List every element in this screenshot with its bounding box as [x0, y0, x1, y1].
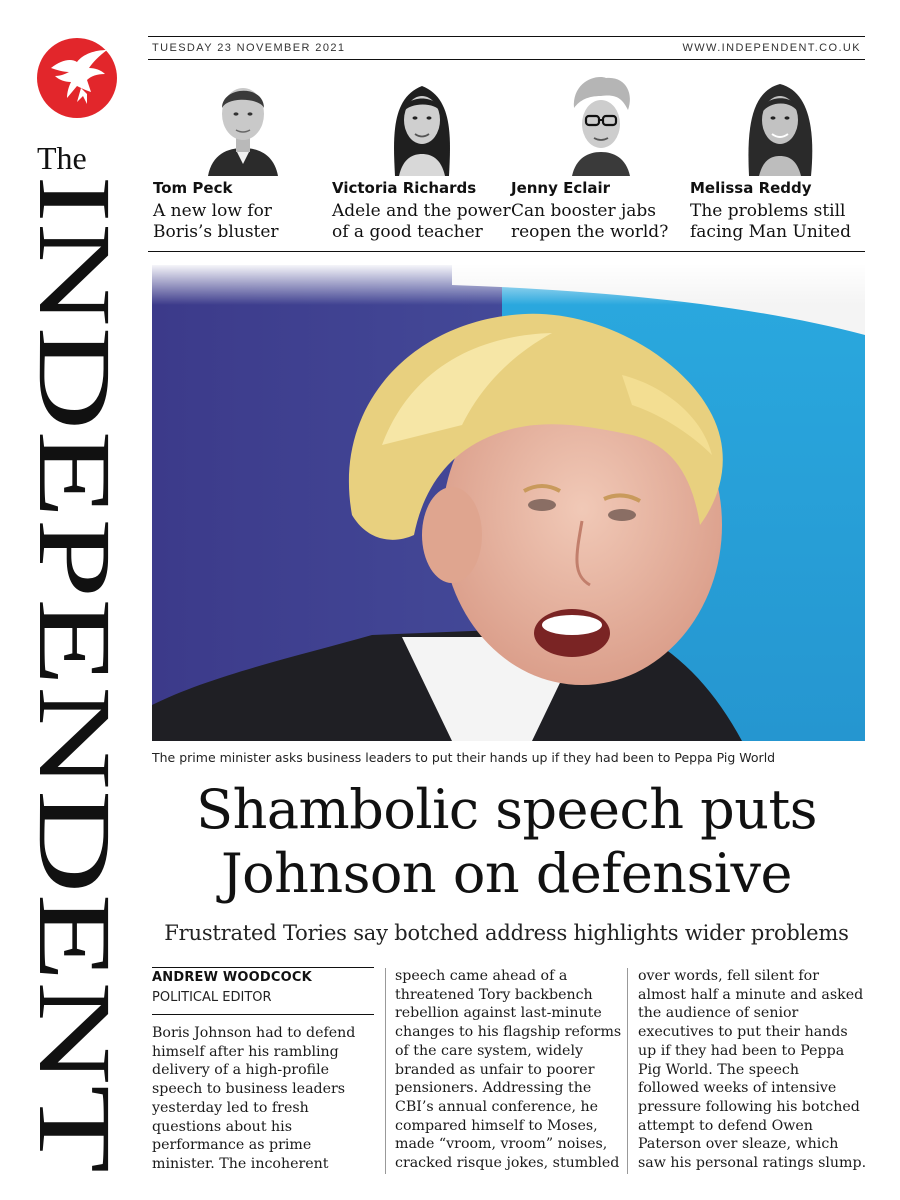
byline-name[interactable]: ANDREW WOODCOCK — [152, 970, 312, 985]
masthead-the: The — [37, 140, 87, 176]
columnist-portrait — [377, 68, 467, 176]
columnist-victoria-richards[interactable] — [327, 66, 511, 251]
body-column-1: Boris Johnson had to defend himself after his rambling delivery of a high-profile speech to business leaders yesterday led to fresh questions about his performance as prime minister. The incoherent — [152, 1025, 356, 1172]
eagle-icon — [37, 38, 117, 118]
columnist-portrait — [556, 68, 646, 176]
standfirst: Frustrated Tories say botched address highlights wider problems — [164, 921, 849, 945]
website-url[interactable]: WWW.INDEPENDENT.CO.UK — [682, 42, 861, 54]
columnist-strip — [148, 66, 865, 252]
columnist-headline: Can booster jabs reopen the world? — [511, 201, 669, 242]
column-divider — [385, 968, 386, 1174]
columnist-portrait — [198, 68, 288, 176]
issue-date: TUESDAY 23 NOVEMBER 2021 — [152, 42, 346, 54]
body-column-2: speech came ahead of a threatened Tory backbench rebellion against last-minute changes to his flagship reforms of the care system, widely branded as unfair to poorer pensioners. Addressing the CBI’s annual conference, he compared himself to Moses, made “vroom, vroom” noises, cracked risque jokes, stumbled — [395, 968, 622, 1172]
photo-caption: The prime minister asks business leaders to put their hands up if they had been to Peppa Pig World — [152, 750, 776, 765]
columnist-jenny-eclair[interactable] — [506, 66, 685, 251]
byline-divider — [152, 1014, 374, 1015]
columnist-name: Tom Peck — [153, 179, 233, 197]
columnist-tom-peck[interactable] — [148, 66, 327, 251]
masthead-name-text: INDEPENDENT — [17, 175, 132, 898]
byline-rule — [152, 967, 374, 968]
byline-role: POLITICAL EDITOR — [152, 990, 272, 1005]
main-headline[interactable]: Shambolic speech puts Johnson on defensive — [196, 778, 817, 905]
date-bar — [148, 36, 865, 60]
columnist-portrait — [735, 68, 825, 176]
body-column-3: over words, fell silent for almost half a minute and asked the audience of senior executives to put their hands up if they had been to Peppa Pig World. The speech followed weeks of intensive pressure following his botched attempt to defend Owen Paterson over sleaze, which saw his personal ratings slump. — [638, 968, 867, 1172]
columnist-name: Melissa Reddy — [690, 179, 812, 197]
column-divider — [627, 968, 628, 1174]
columnist-melissa-reddy[interactable] — [685, 66, 864, 251]
columnist-headline: Adele and the power of a good teacher — [332, 201, 511, 242]
masthead-title — [17, 175, 132, 1175]
eagle-logo — [37, 38, 117, 118]
columnist-name: Victoria Richards — [332, 179, 477, 197]
columnist-name: Jenny Eclair — [511, 179, 611, 197]
columnist-headline: The problems still facing Man United — [690, 201, 852, 242]
lead-photo — [152, 265, 865, 741]
columnist-headline: A new low for Boris’s bluster — [153, 201, 279, 242]
